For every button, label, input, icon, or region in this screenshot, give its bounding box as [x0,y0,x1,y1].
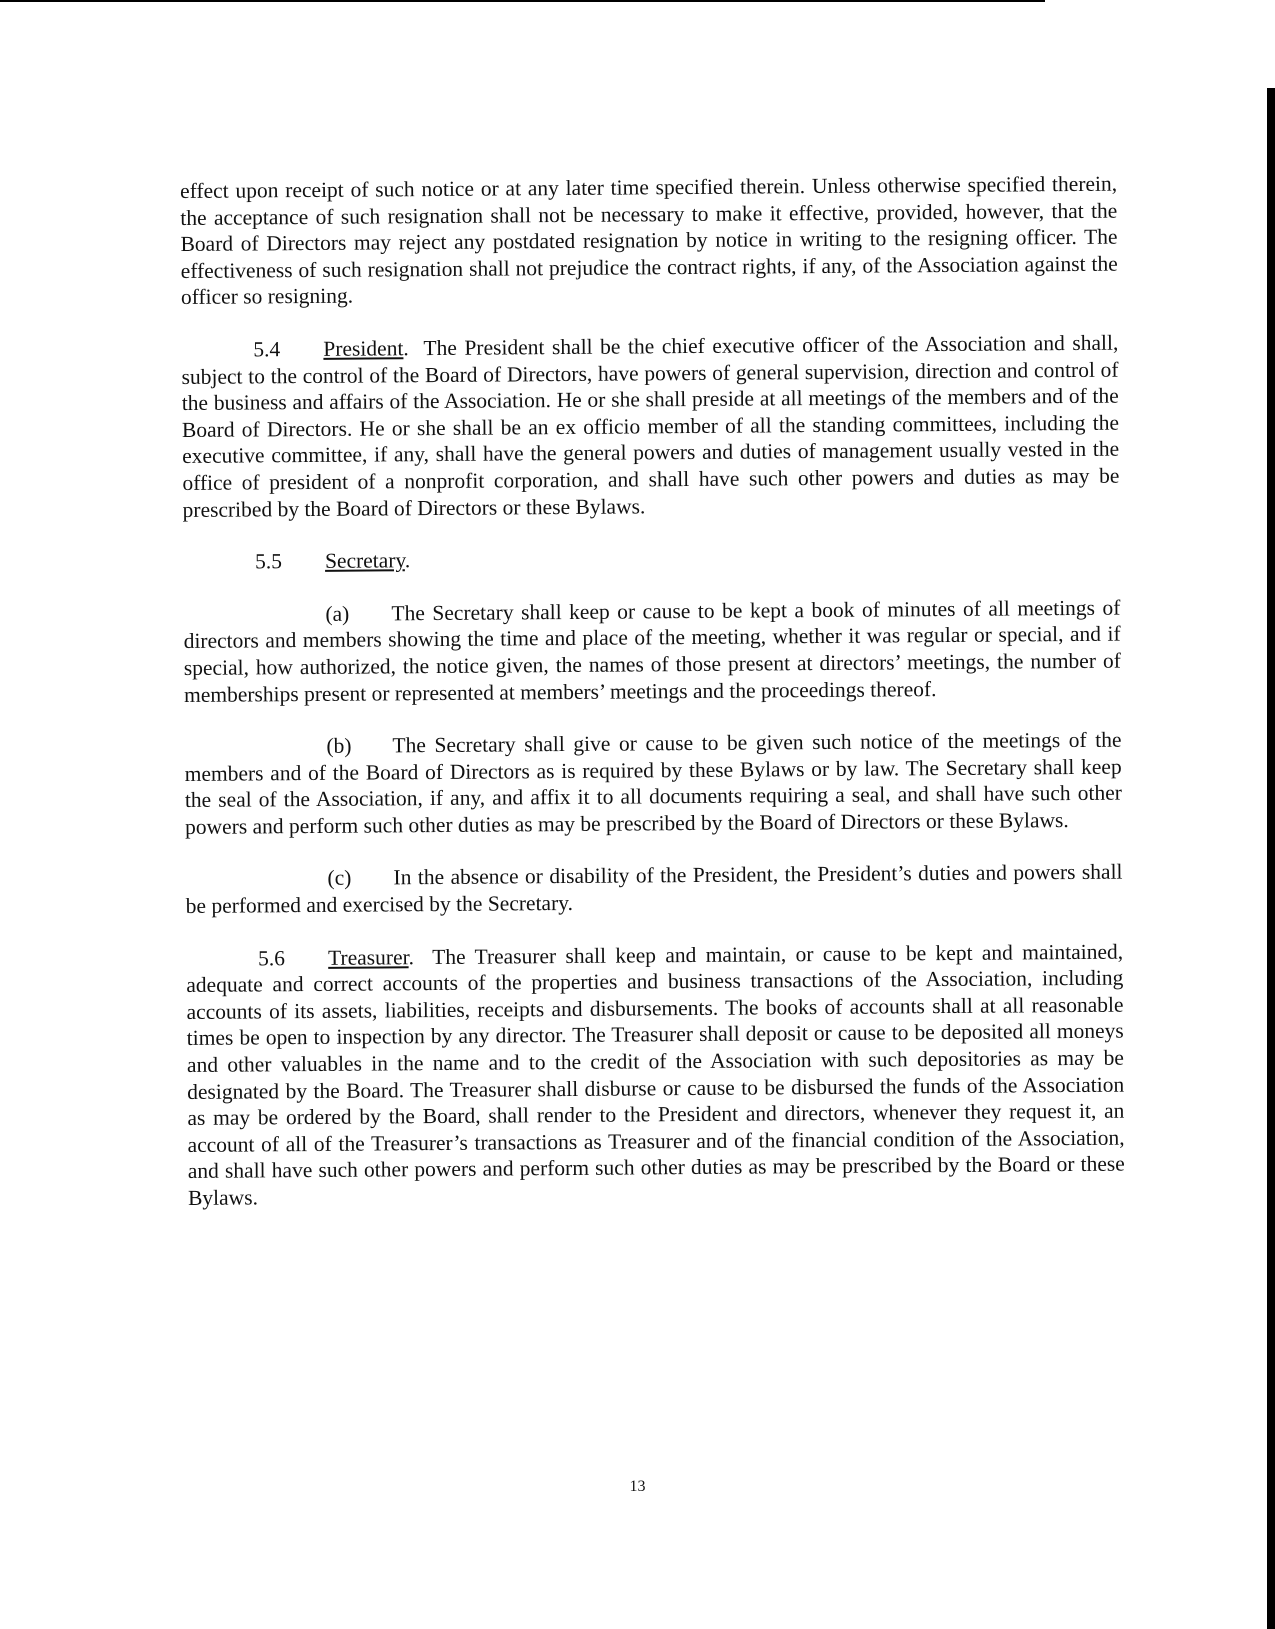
subsection-5-5-b [184,727,1122,841]
subsection-5-5-a [183,594,1121,708]
section-number: 5.5 [254,549,282,574]
section-5-5-secretary-heading: 5.5 Secretary. [254,548,411,574]
scan-border-top [0,0,1045,2]
page-number: 13 [629,1478,646,1495]
intro-paragraph [180,171,1118,311]
section-number: 5.6 [258,945,286,971]
section-text: The President shall be the chief executive officer of the Association and shall, subject to the control of the Board of Directors, have powers of general supervision, direction and control of the business and affairs of the Association. He or she shall preside at all meetings of the members and of the Board of Directors. He or she shall be an ex officio member of all the standing committees, including the executive committee, if any, shall have the general powers and duties of management usually vested in the office of president of a nonprofit corporation, and shall have such other powers and duties as may be prescribed by the Board of Directors or these Bylaws. [181,330,1120,522]
subsection-label: (b) [326,733,352,758]
section-heading: President [323,336,404,361]
intro-text: effect upon receipt of such notice or at any later time specified therein. Unless otherwise specified therein, the acceptance of such resignation shall not be necessary to make it effective, provided, however, that the Board of Directors may reject any postdated resignation by notice in writing to the resigning officer. The effectiveness of such resignation shall not prejudice the contract rights, if any, of the Association against the officer so resigning. [180,171,1118,310]
document-page [180,171,1125,1238]
section-heading: Treasurer [328,944,409,970]
section-5-6-treasurer: 5.6 Treasurer. The Treasurer shall keep and maintain, or cause to be kept and maintained, adequate and correct accounts of the properties and business transactions of the Association, including accounts of its assets, liabilities, receipts and disbursements. The books of accounts shall at all reasonable times be open to inspection by any director. The Treasurer shall deposit or cause to be deposited all moneys and other valuables in the name and to the credit of the Association with such depositories as may be designated by the Board. The Treasurer shall disburse or cause to be disbursed the funds of the Association as may be ordered by the Board, shall render to the President and directors, whenever they request it, an account of all of the Treasurer’s transactions as Treasurer and of the financial condition of the Association, and shall have such other powers and perform such other duties as may be prescribed by the Board or these Bylaws. [186,939,1125,1210]
subsection-5-5-c [185,859,1122,920]
section-text: The Treasurer shall keep and maintain, or cause to be kept and maintained, adequate and correct accounts of the properties and business transactions of the Association, including accounts of its assets, liabilities, receipts and disbursements. The books of accounts shall at all reasonable times be open to inspection by any director. The Treasurer shall deposit or cause to be deposited all moneys and other valuables in the name and to the credit of the Association with such depositories as may be designated by the Board. The Treasurer shall disburse or cause to be disbursed the funds of the Association as may be ordered by the Board, shall render to the President and directors, whenever they request it, an account of all of the Treasurer’s transactions as Treasurer and of the financial condition of the Association, and shall have such other powers and perform such other duties as may be prescribed by the Board or these Bylaws. [186,939,1125,1210]
subsection-text: The Secretary shall give or cause to be given such notice of the meetings of the members and of the Board of Directors as is required by these Bylaws or by law. The Secretary shall keep the seal of the Association, if any, and affix it to all documents requiring a seal, and shall have such other powers and perform such other duties as may be prescribed by the Board of Directors or these Bylaws. [184,727,1122,839]
section-number: 5.4 [253,337,281,362]
section-5-4-president: 5.4 President. The President shall be the chief executive officer of the Association and shall, subject to the control of the Board of Directors, have powers of general supervision, direction and control of the business and affairs of the Association. He or she shall preside at all meetings of the members and of the Board of Directors. He or she shall be an ex officio member of all the standing committees, including the executive committee, if any, shall have the general powers and duties of management usually vested in the office of president of a nonprofit corporation, and shall have such other powers and duties as may be prescribed by the Board of Directors or these Bylaws. [181,330,1120,522]
scan-border-right [1267,88,1275,1629]
subsection-text: In the absence or disability of the President, the President’s duties and powers shall be performed and exercised by the Secretary. [185,860,1123,919]
subsection-label: (a) [325,601,350,626]
section-heading: Secretary [324,548,405,573]
subsection-text: The Secretary shall keep or cause to be kept a book of minutes of all meetings of directors and members showing the time and place of the meeting, whether it was regular or special, and if special, how authorized, the notice given, the names of those present at directors’ meetings, the number of memberships present or represented at members’ meetings and the proceedings thereof. [183,595,1121,707]
subsection-label: (c) [327,866,352,891]
